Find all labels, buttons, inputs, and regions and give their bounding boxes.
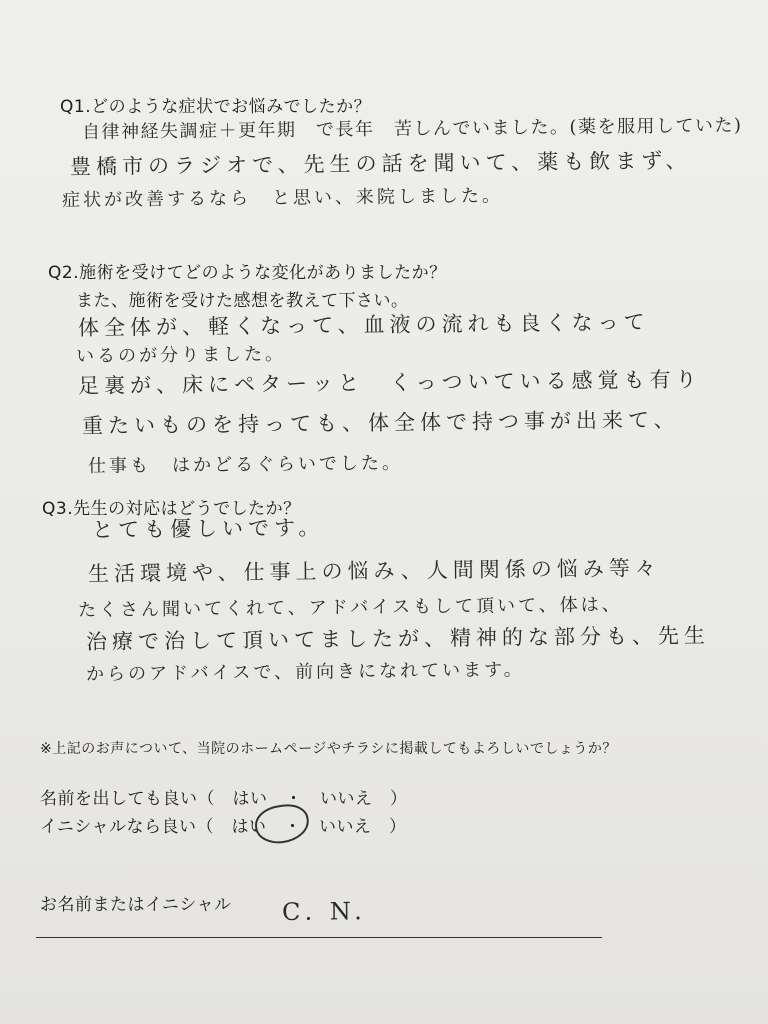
q2-answer-line-3: 足裏が、床にペターッと くっついている感覚も有り [77, 367, 702, 398]
permission-note: ※上記のお声について、当院のホームページやチラシに掲載してもよろしいでしょうか？ [40, 741, 617, 757]
option-initial-ok: イニシャルなら良い（ はい ・ いいえ ） [40, 817, 407, 837]
q1-question: Q1.どのような症状でお悩みでしたか？ [60, 97, 372, 117]
q2-answer-line-2: いるのが分りました。 [75, 343, 287, 367]
q3-answer-line-4: 治療で治して頂いてましたが、精神的な部分も、先生 [85, 623, 711, 654]
q3-answer-line-2: 生活環境や、仕事上の悩み、人間関係の悩み等々 [87, 556, 661, 586]
q3-answer-line-5: からのアドバイスで、前向きになれています。 [85, 659, 525, 685]
q2-question-line-2: また、施術を受けた感想を教えて下さい。 [76, 291, 409, 311]
name-field-label: お名前またはイニシャル [40, 895, 232, 915]
name-field-value: C. N. [281, 897, 368, 926]
q2-question-line-1: Q2.施術を受けてどのような変化がありましたか？ [48, 263, 447, 283]
q1-answer-line-1: 自律神経失調症＋更年期 で長年 苦しんでいました。(薬を服用していた) [81, 115, 743, 143]
q2-answer-line-1: 体全体が、軽くなって、血液の流れも良くなって [77, 310, 650, 340]
name-field-underline [36, 937, 602, 938]
q2-answer-line-4: 重たいものを持っても、体全体で持つ事が出来て、 [81, 407, 680, 438]
option-name-ok: 名前を出しても良い（ はい ・ いいえ ） [40, 789, 408, 809]
q3-answer-line-1: とても優しいです。 [91, 515, 325, 542]
q2-answer-line-5: 仕事も はかどるぐらいでした。 [87, 452, 404, 477]
q1-answer-line-3: 症状が改善するなら と思い、来院しました。 [61, 185, 504, 211]
q3-question: Q3.先生の対応はどうでしたか？ [42, 499, 301, 519]
q1-answer-line-2: 豊橋市のラジオで、先生の話を聞いて、薬も飲まず、 [69, 148, 692, 179]
q3-answer-line-3: たくさん聞いてくれて、アドバイスもして頂いて、体は、 [77, 594, 623, 621]
